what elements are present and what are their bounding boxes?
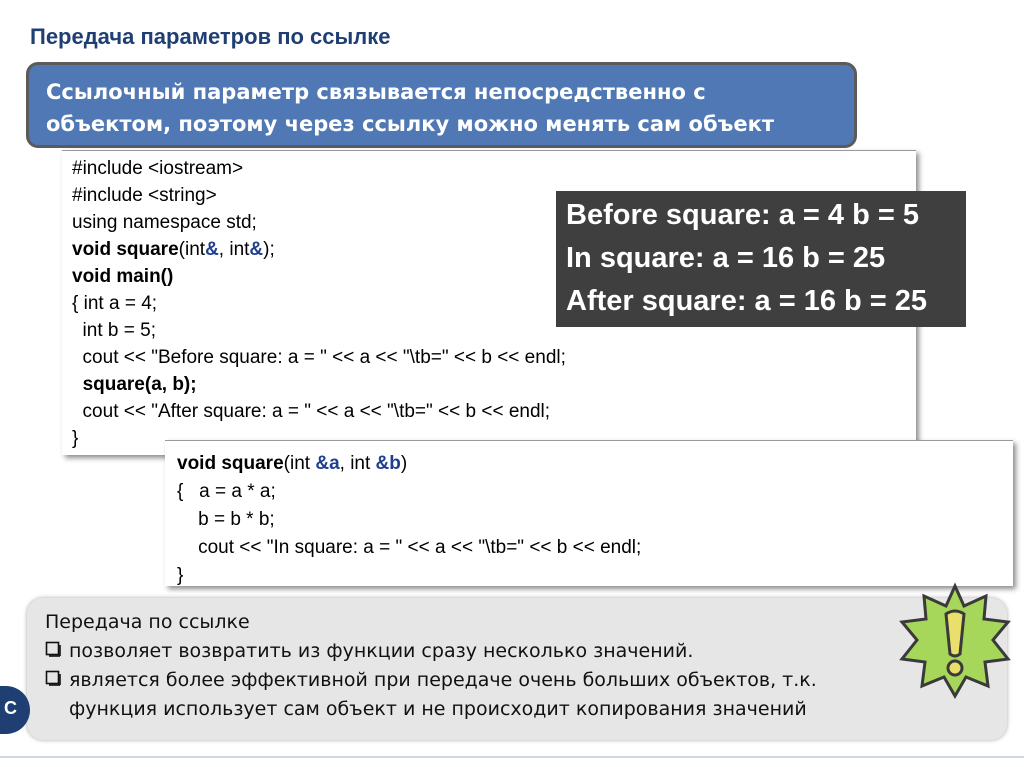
code-line: b = b * b; — [177, 509, 275, 530]
summary-bullet — [45, 666, 817, 695]
summary-bullet — [45, 637, 817, 666]
code-line: #include <string> — [72, 185, 217, 206]
output-line-3: After square: a = 16 b = 25 — [566, 285, 928, 317]
code-line: #include <iostream> — [72, 158, 244, 179]
code-line-call — [72, 371, 566, 398]
page-title: Передача параметров по ссылке — [30, 24, 391, 49]
logo — [0, 686, 30, 734]
footer-divider — [0, 756, 1024, 758]
code-line-prototype — [72, 236, 566, 263]
summary-bullet-continuation: функция использует сам объект и не происходит копирования значений — [69, 698, 807, 720]
callout-line-2: объектом, поэтому через ссылку можно менять сам объект — [46, 112, 775, 136]
callout-text — [46, 76, 774, 140]
code-text: ) — [400, 453, 408, 474]
output-line-2: In square: a = 16 b = 25 — [566, 242, 886, 274]
checkbox-bullet-icon — [45, 670, 61, 686]
summary-heading: Передача по ссылке — [45, 611, 250, 633]
code-call: square(a, b); — [82, 374, 197, 395]
summary-box — [27, 598, 1007, 740]
code-line-signature — [177, 450, 641, 478]
summary-bullet-text: является более эффективной при передаче очень больших объектов, т.к. — [69, 669, 817, 691]
code-line: { int a = 4; — [72, 293, 158, 314]
code-text: (int — [178, 239, 206, 260]
function-code — [177, 450, 641, 590]
function-code-block — [165, 440, 1013, 586]
code-line: cout << "After square: a = " << a << "\tb=" << b << endl; — [72, 401, 551, 422]
code-line: } — [72, 428, 79, 449]
checkbox-bullet-icon — [45, 641, 61, 657]
code-line: { a = a * a; — [177, 481, 276, 502]
logo-text: C — [4, 698, 17, 718]
code-keyword: void square — [72, 239, 179, 260]
callout-box — [26, 62, 857, 148]
code-text: ); — [263, 239, 275, 260]
code-line: cout << "In square: a = " << a << "\tb=" << b << endl; — [177, 537, 642, 558]
callout-line-1: Ссылочный параметр связывается непосредственно с — [46, 80, 706, 104]
main-code — [72, 155, 566, 452]
exclamation-badge-icon — [896, 582, 1014, 700]
code-text: , int — [218, 239, 250, 260]
code-ampersand: & — [249, 239, 264, 260]
console-output — [556, 191, 966, 327]
code-ref-param: &b — [375, 453, 401, 474]
code-line: int b = 5; — [72, 320, 156, 341]
code-line: cout << "Before square: a = " << a << "\tb=" << b << endl; — [72, 347, 566, 368]
summary-text — [45, 608, 817, 724]
code-line: } — [177, 565, 184, 586]
code-line: void main() — [72, 266, 174, 287]
code-line: using namespace std; — [72, 212, 257, 233]
code-text: , int — [339, 453, 376, 474]
summary-bullet-text: позволяет возвратить из функции сразу несколько значений. — [69, 640, 694, 662]
code-keyword: void square — [177, 453, 284, 474]
code-ampersand: & — [205, 239, 219, 260]
code-ref-param: &a — [315, 453, 340, 474]
code-text: (int — [283, 453, 316, 474]
output-line-1: Before square: a = 4 b = 5 — [566, 199, 919, 231]
